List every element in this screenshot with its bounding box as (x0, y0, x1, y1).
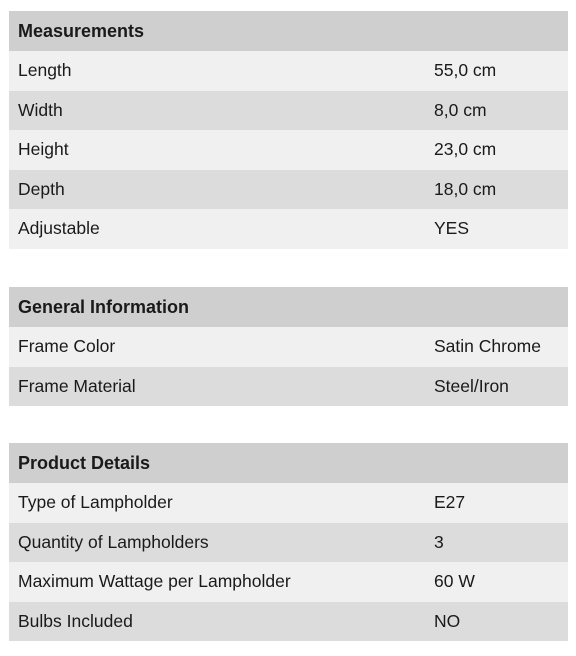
row-value: Satin Chrome (434, 336, 541, 357)
row-label: Frame Color (18, 336, 116, 357)
row-label: Depth (18, 178, 65, 199)
table-row (9, 130, 568, 170)
table-row (9, 209, 568, 249)
section-title: Measurements (9, 11, 568, 51)
section-title: General Information (9, 287, 568, 327)
row-label: Adjustable (18, 218, 100, 239)
table-row (9, 483, 568, 523)
product-details-table (9, 443, 568, 641)
row-value: E27 (434, 492, 466, 513)
row-value: Steel/Iron (434, 375, 509, 396)
table-row (9, 170, 568, 210)
table-row (9, 367, 568, 407)
table-row (9, 327, 568, 367)
measurements-table (9, 11, 568, 249)
row-label: Frame Material (18, 375, 136, 396)
row-label: Bulbs Included (18, 610, 133, 631)
row-value: 3 (434, 531, 444, 552)
row-label: Length (18, 60, 72, 81)
table-row (9, 602, 568, 642)
row-label: Width (18, 99, 63, 120)
row-label: Quantity of Lampholders (18, 531, 209, 552)
row-value: 23,0 cm (434, 139, 497, 160)
row-value: 18,0 cm (434, 178, 497, 199)
row-value: 60 W (434, 571, 475, 592)
row-value: 8,0 cm (434, 99, 487, 120)
row-value: NO (434, 610, 461, 631)
row-label: Maximum Wattage per Lampholder (18, 571, 291, 592)
table-row (9, 91, 568, 131)
row-value: YES (434, 218, 470, 239)
section-title: Product Details (9, 443, 568, 483)
table-row (9, 523, 568, 563)
table-row (9, 51, 568, 91)
table-row (9, 562, 568, 602)
row-value: 55,0 cm (434, 60, 497, 81)
general-information-table (9, 287, 568, 406)
row-label: Height (18, 139, 69, 160)
row-label: Type of Lampholder (18, 492, 173, 513)
